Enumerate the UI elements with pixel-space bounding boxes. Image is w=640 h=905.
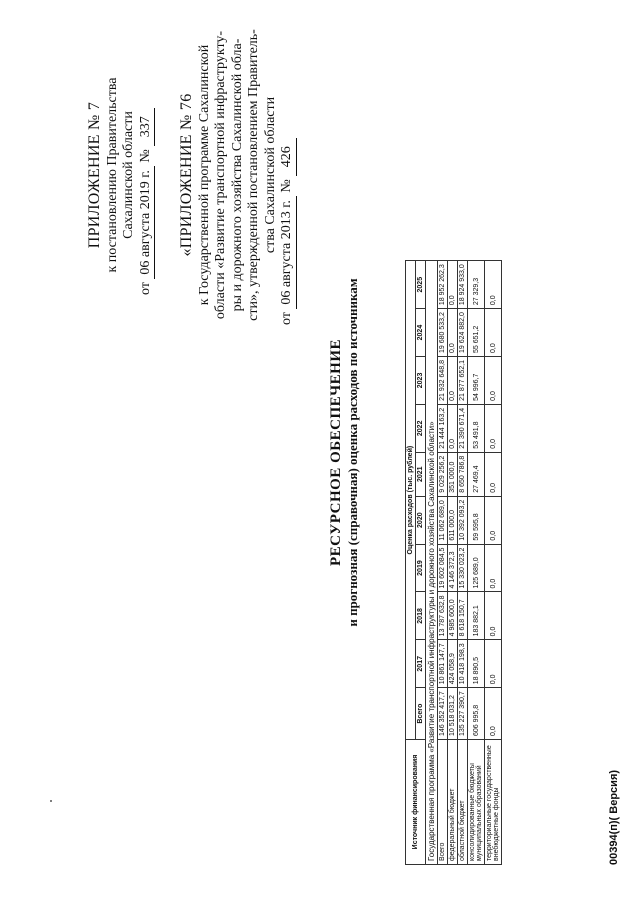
scan-speck <box>50 800 52 802</box>
annex-76-num-sign: № <box>279 179 295 193</box>
table-row <box>485 261 502 865</box>
annex-7-title: ПРИЛОЖЕНИЕ № 7 <box>86 101 103 249</box>
annex-7-date: 06 августа 2019 г. <box>138 166 156 278</box>
cell: 19 602 084,5 <box>438 544 448 592</box>
annex-76-number: 426 <box>279 138 297 176</box>
row-source: областной бюджет <box>458 740 468 865</box>
table-row <box>448 261 458 865</box>
cell: 0,0 <box>485 452 502 496</box>
cell: 0,0 <box>448 357 458 405</box>
annex-76-line3: ры и дорожного хозяйства Сахалинской обла- <box>229 38 245 312</box>
estimate-header: Оценка расходов (тыс. рублей) <box>406 261 416 740</box>
cell: 125 689,0 <box>468 544 485 592</box>
footer-code: 00394(п)( Версия) <box>608 769 620 865</box>
col-header: Всего <box>416 688 426 740</box>
cell: 0,0 <box>485 261 502 309</box>
cell: 55 651,2 <box>468 309 485 357</box>
col-header: 2018 <box>416 592 426 640</box>
cell: 0,0 <box>485 404 502 452</box>
cell: 0,0 <box>448 261 458 309</box>
cell: 18 924 933,0 <box>458 261 468 309</box>
cell: 27 329,3 <box>468 261 485 309</box>
cell: 424 058,9 <box>448 640 458 688</box>
row-source: Всего <box>438 740 448 865</box>
document-heading <box>328 0 361 905</box>
annex-7-number: 337 <box>138 108 156 146</box>
row-source: территориальные государственные внебюджетные фонды <box>485 740 502 865</box>
cell: 54 996,7 <box>468 357 485 405</box>
annex-76-line5: ства Сахалинской области <box>262 96 278 254</box>
annex-7-line1: к постановлению Правительства <box>104 77 120 273</box>
table-row <box>468 261 485 865</box>
resource-table <box>405 260 502 865</box>
cell: 0,0 <box>485 357 502 405</box>
cell: 21 932 648,8 <box>438 357 448 405</box>
program-name: Государственная программа «Развитие транспортной инфраструктуры и дорожного хозяйства Сахалинской области» <box>426 261 438 865</box>
col-header: 2023 <box>416 357 426 405</box>
annex-76-line1: к Государственной программе Сахалинской <box>196 44 212 306</box>
annex-76-from: от <box>279 312 295 325</box>
cell: 21 390 671,4 <box>458 404 468 452</box>
cell: 4 985 600,0 <box>448 592 458 640</box>
col-header: 2020 <box>416 496 426 544</box>
cell: 11 062 689,0 <box>438 496 448 544</box>
cell: 53 491,8 <box>468 404 485 452</box>
annex-7-block <box>86 55 155 295</box>
annex-7-line2: Сахалинской области <box>121 111 137 239</box>
program-row <box>426 261 438 865</box>
cell: 0,0 <box>485 544 502 592</box>
annex-76-block <box>178 25 297 325</box>
annex-7-from: от <box>137 282 153 295</box>
annex-76-date: 06 августа 2013 г. <box>279 196 297 308</box>
annex-76-line4: сти», утвержденной постановлением Правитель- <box>246 29 262 321</box>
cell: 10 392 093,2 <box>458 496 468 544</box>
cell: 0,0 <box>485 640 502 688</box>
cell: 9 029 256,2 <box>438 452 448 496</box>
cell: 10 518 031,2 <box>448 688 458 740</box>
annex-7-date-line <box>138 55 156 295</box>
cell: 611 000,0 <box>448 496 458 544</box>
annex-76-title: «ПРИЛОЖЕНИЕ № 76 <box>178 93 195 257</box>
cell: 8 650 786,8 <box>458 452 468 496</box>
cell: 0,0 <box>485 688 502 740</box>
cell: 18 890,5 <box>468 640 485 688</box>
cell: 0,0 <box>485 496 502 544</box>
cell: 21 444 163,2 <box>438 404 448 452</box>
cell: 135 227 390,7 <box>458 688 468 740</box>
annex-76-line2: области «Развитие транспортной инфраструкту- <box>213 30 229 320</box>
heading-line1: РЕСУРСНОЕ ОБЕСПЕЧЕНИЕ <box>328 338 344 567</box>
cell: 606 995,8 <box>468 688 485 740</box>
heading-line2: и прогнозная (справочная) оценка расходов по источникам <box>345 278 360 627</box>
cell: 10 861 147,7 <box>438 640 448 688</box>
cell: 18 952 262,3 <box>438 261 448 309</box>
col-header: 2021 <box>416 452 426 496</box>
cell: 0,0 <box>448 309 458 357</box>
table-header-row <box>406 261 416 865</box>
cell: 19 680 533,2 <box>438 309 448 357</box>
cell: 19 624 882,0 <box>458 309 468 357</box>
cell: 351 000,0 <box>448 452 458 496</box>
cell: 21 877 652,1 <box>458 357 468 405</box>
table-row <box>438 261 448 865</box>
cell: 0,0 <box>485 309 502 357</box>
cell: 59 595,8 <box>468 496 485 544</box>
cell: 15 330 023,2 <box>458 544 468 592</box>
col-header: 2022 <box>416 404 426 452</box>
cell: 0,0 <box>448 404 458 452</box>
cell: 13 787 632,8 <box>438 592 448 640</box>
cell: 0,0 <box>485 592 502 640</box>
col-header: 2024 <box>416 309 426 357</box>
row-source: федеральный бюджет <box>448 740 458 865</box>
annex-76-date-line <box>279 25 297 325</box>
source-header: Источник финансирования <box>406 740 426 865</box>
col-header: 2017 <box>416 640 426 688</box>
cell: 27 469,4 <box>468 452 485 496</box>
col-header: 2025 <box>416 261 426 309</box>
cell: 10 418 198,3 <box>458 640 468 688</box>
cell: 8 618 150,7 <box>458 592 468 640</box>
col-header: 2019 <box>416 544 426 592</box>
row-source: консолидированные бюджеты муниципальных образований <box>468 740 485 865</box>
table-row <box>458 261 468 865</box>
annex-7-num-sign: № <box>137 149 153 163</box>
cell: 4 146 372,3 <box>448 544 458 592</box>
cell: 183 882,1 <box>468 592 485 640</box>
cell: 146 352 417,7 <box>438 688 448 740</box>
